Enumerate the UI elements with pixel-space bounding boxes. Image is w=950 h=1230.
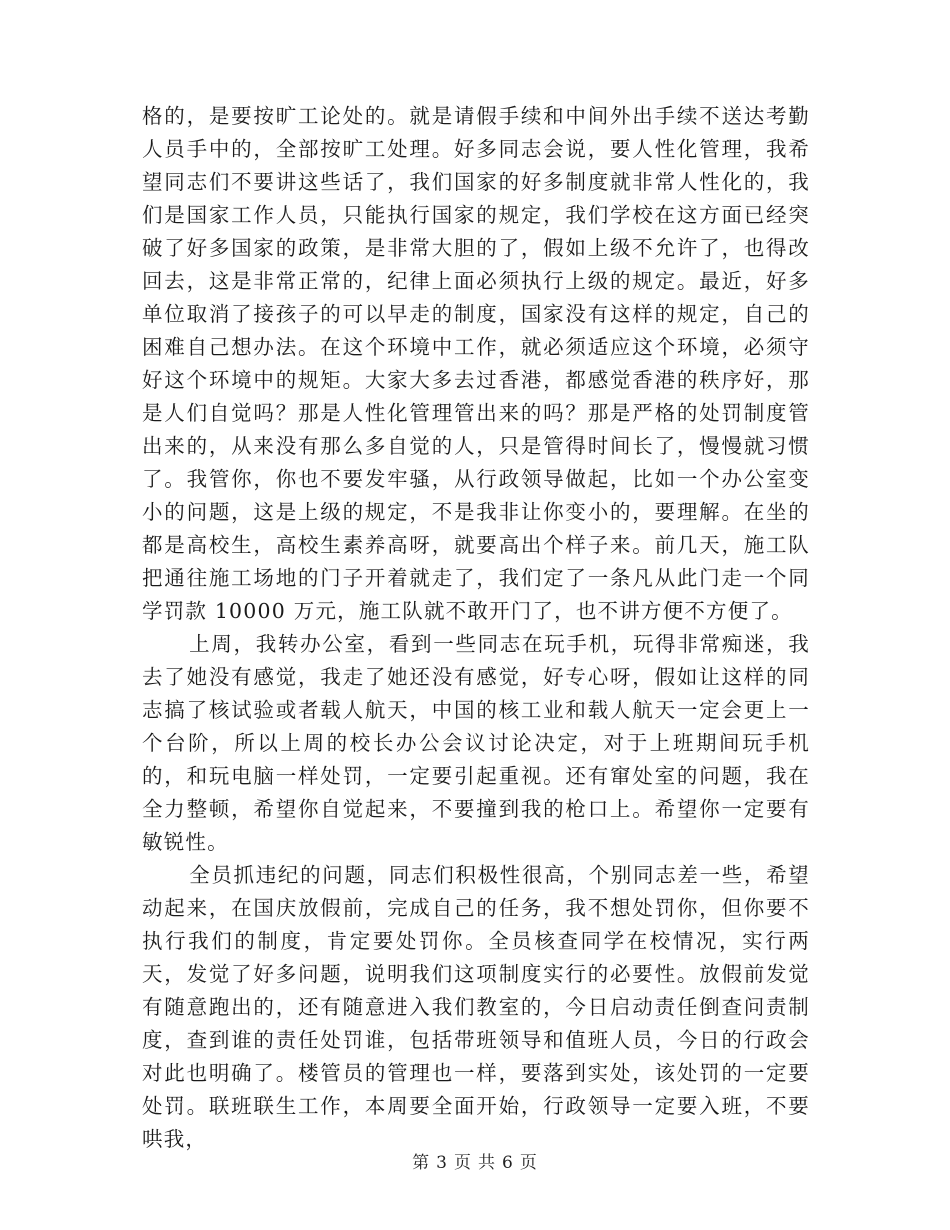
paragraph-1: 格的，是要按旷工论处的。就是请假手续和中间外出手续不送达考勤人员手中的，全部按旷工处理。好多同志会说，要人性化管理，我希望同志们不要讲这些话了，我们国家的好多制度就非常人性化的，我们是国家工作人员，只能执行国家的规定，我们学校在这方面已经突破了好多国家的政策，是非常大胆的了，假如上级不允许了，也得改回去，这是非常正常的，纪律上面必须执行上级的规定。最近，好多单位取消了接孩子的可以早走的制度，国家没有这样的规定，自己的困难自己想办法。在这个环境中工作，就必须适应这个环境，必须守好这个环境中的规矩。大家大多去过香港，都感觉香港的秩序好，那是人们自觉吗？那是人性化管理管出来的吗？那是严格的处罚制度管出来的，从来没有那么多自觉的人，只是管得时间长了，慢慢就习惯了。我管你，你也不要发牢骚，从行政领导做起，比如一个办公室变小的问题，这是上级的规定，不是我非让你变小的，要理解。在坐的都是高校生，高校生素养高呀，就要高出个样子来。前几天，施工队把通往施工场地的门子开着就走了，我们定了一条凡从此门走一个同学罚款 10000 万元，施工队就不敢开门了，也不讲方便不方便了。 — [142, 104, 810, 623]
footer-page-word: 页 — [454, 1153, 472, 1173]
page-footer — [0, 1148, 950, 1173]
footer-total-pages: 6 — [502, 1153, 514, 1173]
footer-current-page: 3 — [436, 1153, 448, 1173]
footer-total-word: 共 — [478, 1153, 496, 1173]
paragraph-3: 全员抓违纪的问题，同志们积极性很高，个别同志差一些，希望动起来，在国庆放假前，完成自己的任务，我不想处罚你，但你要不执行我们的制度，肯定要处罚你。全员核查同学在校情况，实行两天，发觉了好多问题，说明我们这项制度实行的必要性。放假前发觉有随意跑出的，还有随意进入我们教室的，今日启动责任倒查问责制度，查到谁的责任处罚谁，包括带班领导和值班人员，今日的行政会对此也明确了。楼管员的管理也一样，要落到实处，该处罚的一定要处罚。联班联生工作，本周要全面开始，行政领导一定要入班，不要哄我， — [142, 863, 810, 1151]
document-body — [142, 100, 810, 1156]
footer-prefix: 第 — [412, 1153, 431, 1173]
paragraph-2: 上周，我转办公室，看到一些同志在玩手机，玩得非常痴迷，我去了她没有感觉，我走了她还没有感觉，好专心呀，假如让这样的同志搞了核试验或者载人航天，中国的核工业和载人航天一定会更上一个台阶，所以上周的校长办公会议讨论决定，对于上班期间玩手机的，和玩电脑一样处罚，一定要引起重视。还有窜处室的问题，我在全力整顿，希望你自觉起来，不要撞到我的枪口上。希望你一定要有敏锐性。 — [142, 632, 810, 854]
footer-suffix: 页 — [519, 1153, 538, 1173]
